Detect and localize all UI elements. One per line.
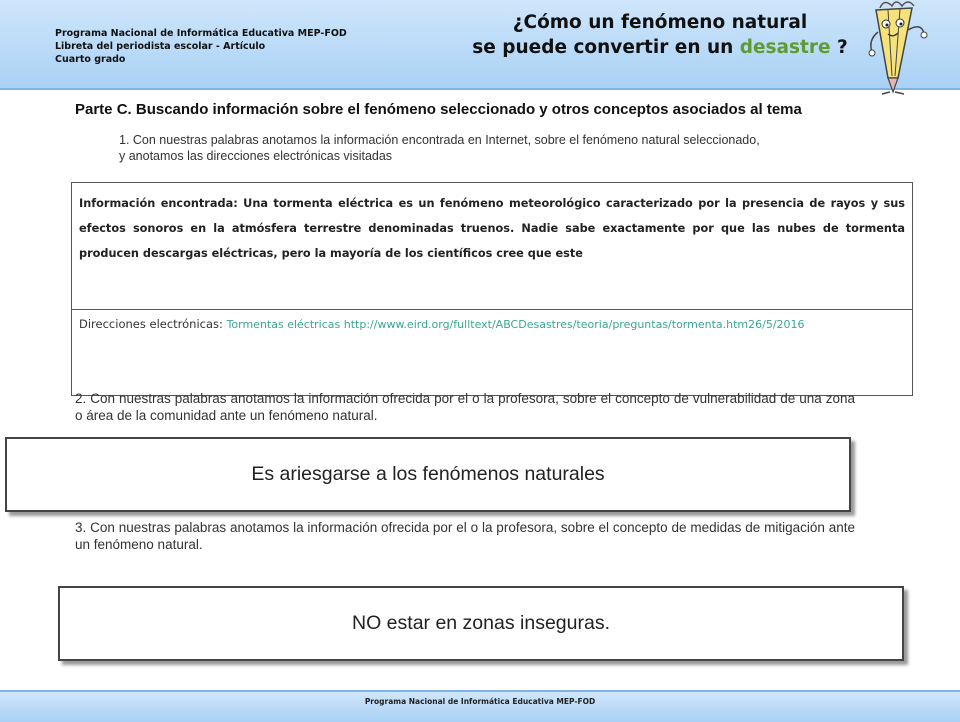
addresses-label: Direcciones electrónicas:: [79, 317, 227, 331]
footer-banner: [0, 690, 960, 722]
title-line-2: [440, 35, 880, 60]
addresses-link[interactable]: Tormentas eléctricas http://www.eird.org/fulltext/ABCDesastres/teoria/preguntas/tormenta.htm26/5/2016: [226, 318, 805, 331]
title-line-1: ¿Cómo un fenómeno natural: [512, 12, 808, 33]
notebook-name: Libreta del periodista escolar - Artículo: [55, 41, 266, 52]
info-found-cell: Información encontrada: Una tormenta eléctrica es un fenómeno meteorológico caracterizado por la presencia de rayos y sus efectos sonoros en la atmósfera terrestre denominadas truenos. Nadie sabe exactamente por que las nubes de tormenta producen descargas eléctricas, pero la mayoría de los científicos cree que este: [72, 183, 912, 310]
instruction-3: 3. Con nuestras palabras anotamos la información ofrecida por el o la profesora, sobre el concepto de medidas de mitigación ante un fenómeno natural.: [75, 520, 855, 552]
header-banner: [0, 0, 960, 90]
title-line-2-start: se puede convertir en un: [472, 37, 740, 58]
pencil-mascot-icon: [862, 0, 942, 96]
instruction-2: 2. Con nuestras palabras anotamos la información ofrecida por el o la profesora, sobre el concepto de vulnerabilidad de una zona o área de la comunidad ante un fenómeno natural.: [75, 391, 855, 423]
instruction-1-line-1: 1. Con nuestras palabras anotamos la información encontrada en Internet, sobre el fenómeno natural seleccionado,: [119, 133, 760, 147]
grade-level: Cuarto grado: [55, 54, 126, 65]
section-heading: Parte C. Buscando información sobre el fenómeno seleccionado y otros conceptos asociados al tema: [75, 101, 802, 118]
footer-text: Programa Nacional de Informática Educativa MEP-FOD: [364, 697, 596, 706]
title-highlight-word: desastre: [739, 37, 831, 58]
instruction-1: [119, 132, 889, 164]
mitigation-answer-box: [58, 586, 904, 661]
addresses-cell: [79, 317, 905, 331]
page-title: [440, 10, 880, 60]
vulnerability-answer-text: Es ariesgarse a los fenómenos naturales: [251, 463, 605, 485]
program-info: [55, 27, 347, 66]
program-name: Programa Nacional de Informática Educativa MEP-FOD: [55, 28, 347, 39]
instruction-1-line-2: y anotamos las direcciones electrónicas visitadas: [119, 149, 393, 163]
info-table: [71, 182, 913, 396]
vulnerability-answer-box: [5, 437, 851, 512]
mitigation-answer-text: NO estar en zonas inseguras.: [352, 612, 610, 634]
title-line-2-end: ?: [830, 37, 848, 58]
